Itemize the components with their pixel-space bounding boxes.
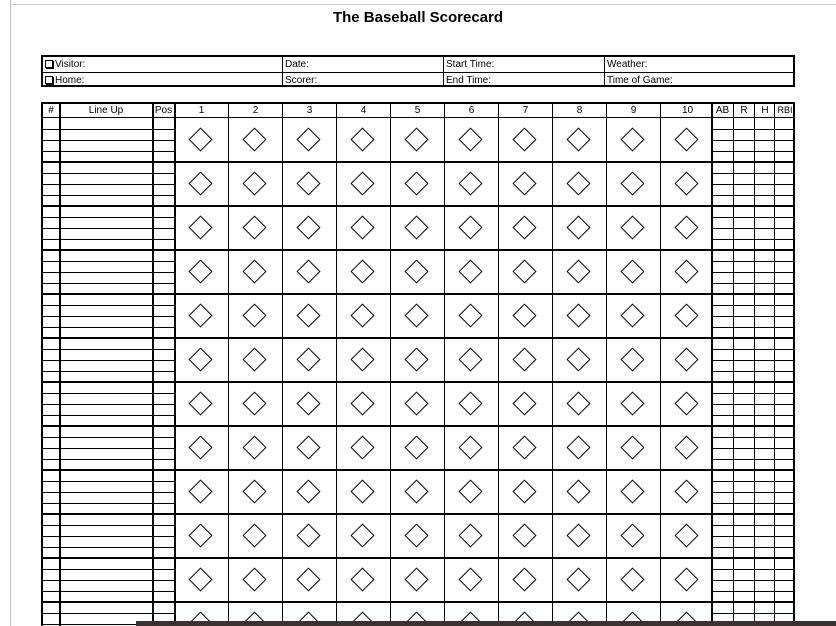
base-diamond [566, 215, 590, 239]
base-diamond [350, 127, 374, 151]
stat-subline [712, 217, 795, 218]
base-diamond [620, 347, 644, 371]
substitution-line [43, 173, 174, 174]
base-diamond [620, 259, 644, 283]
base-diamond [674, 303, 698, 327]
base-diamond [242, 215, 266, 239]
stat-subline [712, 613, 795, 614]
base-diamond [512, 523, 536, 547]
base-diamond [404, 347, 428, 371]
stat-subline [712, 173, 795, 174]
base-diamond [188, 347, 212, 371]
end-time-field[interactable] [444, 73, 605, 88]
substitution-line [43, 184, 174, 185]
substitution-line [43, 283, 174, 284]
substitution-line [43, 415, 174, 416]
substitution-line [43, 239, 174, 240]
base-diamond [566, 303, 590, 327]
batter-row-divider [43, 293, 795, 295]
base-diamond [512, 391, 536, 415]
stat-subline [712, 393, 795, 394]
base-diamond [350, 171, 374, 195]
scoring-grid [41, 102, 795, 626]
info-divider [443, 57, 444, 85]
scorer-field[interactable] [283, 73, 444, 88]
base-diamond [620, 215, 644, 239]
base-diamond [458, 127, 482, 151]
stat-subline [712, 228, 795, 229]
column-divider [174, 104, 176, 626]
time-of-game-label: Time of Game: [607, 75, 673, 86]
base-diamond [458, 259, 482, 283]
header-inning: 7 [522, 105, 529, 116]
base-diamond [458, 215, 482, 239]
column-divider [660, 104, 661, 626]
substitution-line [43, 591, 174, 592]
header-r: R [740, 105, 748, 116]
substitution-line [43, 503, 174, 504]
column-divider [228, 104, 229, 626]
stat-subline [712, 448, 795, 449]
base-diamond [404, 171, 428, 195]
info-divider [282, 57, 283, 85]
base-diamond [674, 215, 698, 239]
base-diamond [674, 523, 698, 547]
stat-subline [712, 360, 795, 361]
stat-subline [712, 283, 795, 284]
stat-subline [712, 492, 795, 493]
substitution-line [43, 404, 174, 405]
base-diamond [188, 171, 212, 195]
base-diamond [404, 479, 428, 503]
header-number: # [48, 105, 54, 116]
base-diamond [242, 391, 266, 415]
base-diamond [188, 567, 212, 591]
substitution-line [43, 327, 174, 328]
base-diamond [350, 567, 374, 591]
substitution-line [43, 129, 174, 130]
base-diamond [566, 435, 590, 459]
weather-label: Weather: [607, 59, 648, 70]
header-inning: 6 [468, 105, 475, 116]
base-diamond [566, 391, 590, 415]
home-checkbox[interactable] [45, 76, 53, 84]
stat-subline [712, 239, 795, 240]
base-diamond [458, 523, 482, 547]
date-field[interactable] [283, 57, 444, 72]
batter-row-divider [43, 557, 795, 559]
base-diamond [188, 523, 212, 547]
start-time-label: Start Time: [446, 59, 495, 70]
base-diamond [620, 435, 644, 459]
batter-row-divider [43, 425, 795, 427]
header-inning: 4 [360, 105, 367, 116]
substitution-line [43, 525, 174, 526]
stat-subline [712, 349, 795, 350]
stat-subline [712, 503, 795, 504]
base-diamond [404, 435, 428, 459]
substitution-line [43, 536, 174, 537]
visitor-label: Visitor: [55, 59, 86, 70]
stat-subline [712, 404, 795, 405]
info-divider [604, 57, 605, 85]
base-diamond [512, 259, 536, 283]
substitution-line [43, 481, 174, 482]
base-diamond [242, 479, 266, 503]
base-diamond [188, 303, 212, 327]
base-diamond [296, 567, 320, 591]
base-diamond [404, 303, 428, 327]
base-diamond [404, 523, 428, 547]
base-diamond [458, 391, 482, 415]
base-diamond [404, 127, 428, 151]
stat-subline [712, 140, 795, 141]
header-inning: 3 [306, 105, 313, 116]
batter-row-divider [43, 337, 795, 339]
base-diamond [296, 479, 320, 503]
batter-row-divider [43, 161, 795, 163]
substitution-line [43, 228, 174, 229]
header-inning: 10 [681, 105, 694, 116]
substitution-line [43, 569, 174, 570]
base-diamond [566, 479, 590, 503]
substitution-line [43, 360, 174, 361]
stat-subline [712, 415, 795, 416]
base-diamond [242, 435, 266, 459]
stat-subline [712, 316, 795, 317]
date-label: Date: [285, 59, 309, 70]
base-diamond [350, 435, 374, 459]
base-diamond [350, 523, 374, 547]
base-diamond [188, 479, 212, 503]
base-diamond [512, 347, 536, 371]
substitution-line [43, 371, 174, 372]
batter-row-divider [43, 381, 795, 383]
base-diamond [620, 523, 644, 547]
page-title: The Baseball Scorecard [332, 9, 504, 26]
base-diamond [404, 259, 428, 283]
stat-subline [712, 437, 795, 438]
info-row-home [43, 72, 793, 88]
base-diamond [242, 523, 266, 547]
base-diamond [674, 259, 698, 283]
substitution-line [43, 547, 174, 548]
base-diamond [242, 347, 266, 371]
header-inning: 9 [630, 105, 637, 116]
stat-subline [712, 459, 795, 460]
base-diamond [458, 303, 482, 327]
stat-subline [712, 525, 795, 526]
column-divider [606, 104, 607, 626]
substitution-line [43, 151, 174, 152]
stat-subline [712, 536, 795, 537]
base-diamond [296, 215, 320, 239]
base-diamond [296, 523, 320, 547]
batter-row-divider [43, 205, 795, 207]
substitution-line [43, 316, 174, 317]
column-divider [552, 104, 553, 626]
base-diamond [296, 347, 320, 371]
base-diamond [512, 479, 536, 503]
substitution-line [43, 305, 174, 306]
base-diamond [296, 391, 320, 415]
base-diamond [350, 479, 374, 503]
stat-subline [712, 569, 795, 570]
batter-row-divider [43, 469, 795, 471]
base-diamond [458, 171, 482, 195]
batter-row-divider [43, 249, 795, 251]
base-diamond [404, 567, 428, 591]
base-diamond [674, 479, 698, 503]
stat-subline [712, 272, 795, 273]
stat-subline [712, 481, 795, 482]
batter-row-divider [43, 513, 795, 515]
base-diamond [404, 391, 428, 415]
stat-subline [712, 580, 795, 581]
header-inning: 2 [252, 105, 259, 116]
base-diamond [188, 215, 212, 239]
header-inning: 5 [414, 105, 421, 116]
header-inning: 1 [198, 105, 205, 116]
scorer-label: Scorer: [285, 75, 318, 86]
base-diamond [674, 171, 698, 195]
base-diamond [296, 171, 320, 195]
visitor-checkbox[interactable] [45, 60, 53, 68]
base-diamond [458, 347, 482, 371]
stat-subline [712, 371, 795, 372]
base-diamond [188, 259, 212, 283]
base-diamond [566, 567, 590, 591]
base-diamond [188, 127, 212, 151]
column-divider [498, 104, 499, 626]
base-diamond [674, 391, 698, 415]
base-diamond [566, 347, 590, 371]
column-divider [390, 104, 391, 626]
base-diamond [566, 127, 590, 151]
stat-subline [712, 327, 795, 328]
substitution-line [43, 393, 174, 394]
header-rule [43, 117, 793, 118]
base-diamond [350, 215, 374, 239]
stat-subline [712, 184, 795, 185]
header-inning: 8 [576, 105, 583, 116]
game-info-box [41, 55, 795, 87]
base-diamond [350, 303, 374, 327]
base-diamond [674, 435, 698, 459]
substitution-line [43, 349, 174, 350]
substitution-line [43, 492, 174, 493]
base-diamond [674, 567, 698, 591]
base-diamond [674, 127, 698, 151]
time-of-game-field[interactable] [605, 73, 793, 88]
base-diamond [620, 171, 644, 195]
substitution-line [43, 195, 174, 196]
page-top-edge [10, 4, 836, 5]
stat-subline [712, 151, 795, 152]
base-diamond [242, 567, 266, 591]
header-lineup: Line Up [88, 105, 124, 116]
base-diamond [512, 435, 536, 459]
base-diamond [512, 567, 536, 591]
substitution-line [43, 140, 174, 141]
header-ab: AB [715, 105, 730, 116]
substitution-line [43, 272, 174, 273]
substitution-line [43, 448, 174, 449]
batter-row-divider [43, 601, 795, 603]
stat-subline [712, 547, 795, 548]
base-diamond [620, 303, 644, 327]
start-time-field[interactable] [444, 57, 605, 72]
header-rbi: RBI [777, 105, 793, 115]
stat-subline [712, 305, 795, 306]
base-diamond [620, 567, 644, 591]
base-diamond [620, 479, 644, 503]
header-pos: Pos [154, 105, 173, 116]
base-diamond [296, 435, 320, 459]
base-diamond [242, 171, 266, 195]
base-diamond [242, 303, 266, 327]
base-diamond [350, 347, 374, 371]
base-diamond [512, 171, 536, 195]
base-diamond [296, 127, 320, 151]
home-label: Home: [55, 75, 85, 86]
base-diamond [242, 127, 266, 151]
header-h: H [761, 105, 769, 116]
viewer-scrollbar[interactable] [136, 621, 836, 626]
base-diamond [458, 479, 482, 503]
base-diamond [566, 171, 590, 195]
base-diamond [296, 303, 320, 327]
base-diamond [350, 391, 374, 415]
info-row-visitor [43, 57, 793, 72]
base-diamond [458, 435, 482, 459]
base-diamond [242, 259, 266, 283]
base-diamond [620, 391, 644, 415]
home-field[interactable] [43, 73, 283, 88]
base-diamond [512, 127, 536, 151]
stat-subline [712, 261, 795, 262]
substitution-line [43, 580, 174, 581]
base-diamond [458, 567, 482, 591]
substitution-line [43, 459, 174, 460]
base-diamond [512, 215, 536, 239]
visitor-field[interactable] [43, 57, 283, 72]
substitution-line [43, 613, 174, 614]
base-diamond [566, 523, 590, 547]
base-diamond [188, 435, 212, 459]
base-diamond [674, 347, 698, 371]
stat-subline [712, 129, 795, 130]
column-divider [336, 104, 337, 626]
column-divider [282, 104, 283, 626]
stat-subline [712, 591, 795, 592]
page-edge [10, 0, 11, 626]
base-diamond [350, 259, 374, 283]
base-diamond [404, 215, 428, 239]
substitution-line [43, 261, 174, 262]
substitution-line [43, 437, 174, 438]
base-diamond [566, 259, 590, 283]
base-diamond [620, 127, 644, 151]
column-divider [444, 104, 445, 626]
base-diamond [188, 391, 212, 415]
weather-field[interactable] [605, 57, 793, 72]
end-time-label: End Time: [446, 75, 492, 86]
stat-subline [712, 195, 795, 196]
base-diamond [296, 259, 320, 283]
base-diamond [512, 303, 536, 327]
substitution-line [43, 217, 174, 218]
